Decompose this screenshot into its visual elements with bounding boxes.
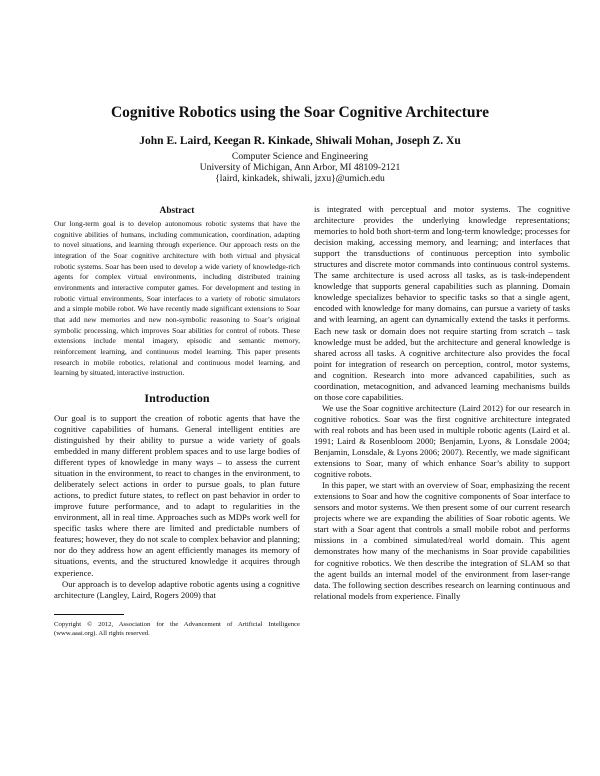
copyright-notice: Copyright © 2012, Association for the Advancement of Artificial Intelligence (www.aaai.org). All rights reserved. bbox=[54, 620, 300, 637]
introduction-section bbox=[54, 391, 300, 601]
introduction-heading: Introduction bbox=[144, 390, 210, 405]
right-paragraph-2: We use the Soar cognitive architecture (Laird 2012) for our research in cognitive robotics. Soar was the first cognitive architecture integrated with real robots and has been used in multiple robotic agents (Laird et al. 1991; Laird & Rosenbloom 2000; Benjamin, Lyons, & Lonsdale 2004; Benjamin, Lonsdale, & Lyons 2006; 2007). Recently, we made significant extensions to Soar, many of which enhance Soar’s ability to support cognitive robots. bbox=[314, 402, 570, 480]
introduction-paragraph-2: Our approach is to develop adaptive robotic agents using a cognitive architecture (Langley, Laird, Rogers 2009) that bbox=[54, 578, 300, 600]
affiliation-department: Computer Science and Engineering bbox=[231, 151, 369, 162]
abstract-heading: Abstract bbox=[159, 206, 195, 216]
right-paragraph-1: is integrated with perceptual and motor systems. The cognitive architecture provides the underlying knowledge representations; memories to hold both short-term and long-term knowledge; processes for decision making, accessing memory, and learning; and interfaces that support the transductions of continuous perception into symbolic structures and discrete motor commands into continuous control systems. The same architecture is used across all tasks, as is task-independent knowledge that supports general capabilities such as planning. Domain knowledge specializes behavior to specific tasks so that a single agent, encoded with knowledge for many domains, can pursue a variety of tasks and with learning, an agent can dynamically extend the tasks it performs. Each new task or domain does not require starting from scratch – task knowledge must be added, but the architecture and general knowledge is shared across all tasks. A cognitive architecture also provides the focal point for integration of research on perception, control, motor systems, and cognition. Research into more advanced capabilities, such as coordination, metacognition, and advanced learning mechanisms builds on those core capabilities. bbox=[314, 204, 570, 402]
right-column bbox=[314, 204, 570, 602]
paper-title: Cognitive Robotics using the Soar Cognitive Architecture bbox=[110, 104, 490, 121]
affiliation-university: University of Michigan, Ann Arbor, MI 48109-2121 bbox=[199, 162, 401, 173]
author-list: John E. Laird, Keegan R. Kinkade, Shiwali Mohan, Joseph Z. Xu bbox=[139, 135, 461, 147]
introduction-paragraph-1: Our goal is to support the creation of robotic agents that have the cognitive capabilities of humans. General intelligent entities are distinguished by their ability to pursue a wide variety of goals embedded in many different problem spaces and to use large bodies of different types of knowledge in many ways – to assess the current situation in the environment, to react to changes in the environment, to deliberately select actions in order to pursue goals, to plan future actions, to predict future states, to reflect on past behavior in order to improve future performance, and to adapt to regularities in the environment, all in real time. Approaches such as MDPs work well for specific tasks where there are limited and predictable numbers of features; however, they do not scale to complex behavior and planning; nor do they address how an agent efficiently manages its memory of situations, events, and the structured knowledge it acquires through experience. bbox=[54, 412, 300, 578]
left-column bbox=[54, 205, 300, 638]
affiliation-email: {laird, kinkadek, shiwali, jzxu}@umich.edu bbox=[215, 173, 385, 184]
right-paragraph-3: In this paper, we start with an overview of Soar, emphasizing the recent extensions to Soar and how the cognitive components of Soar interface to sensors and motor systems. We then present some of our current research projects where we are expanding the abilities of Soar robotic agents. We start with a Soar agent that controls a small mobile robot and performs missions in a combined simulated/real world domain. This agent demonstrates how many of the mechanisms in Soar provide capabilities for cognitive robotics. We then describe the integration of SLAM so that the agent builds an internal model of the environment from laser-range data. The following section describes research on learning continuous and relational models from experience. Finally bbox=[314, 480, 570, 601]
abstract-section bbox=[54, 205, 300, 379]
abstract-text: Our long-term goal is to develop autonomous robotic systems that have the cognitive abilities of humans, including communication, coordination, adapting to novel situations, and learning through experience. Our approach rests on the integration of the Soar cognitive architecture with both virtual and physical robotic systems. Soar has been used to develop a wide variety of knowledge-rich agents for complex virtual environments, including distributed training environments and interactive computer games. For development and testing in robotic virtual environments, Soar interfaces to a variety of robotic simulators and a simple mobile robot. We have recently made significant extensions to Soar that add new memories and new non-symbolic reasoning to Soar’s original symbolic processing, which improves Soar abilities for control of robots. These extensions include mental imagery, episodic and semantic memory, reinforcement learning, and continuous model learning. This paper presents research in mobile robotics, relational and continuous model learning, and learning by situated, interactive instruction. bbox=[54, 219, 300, 378]
footnote-divider bbox=[54, 614, 124, 615]
